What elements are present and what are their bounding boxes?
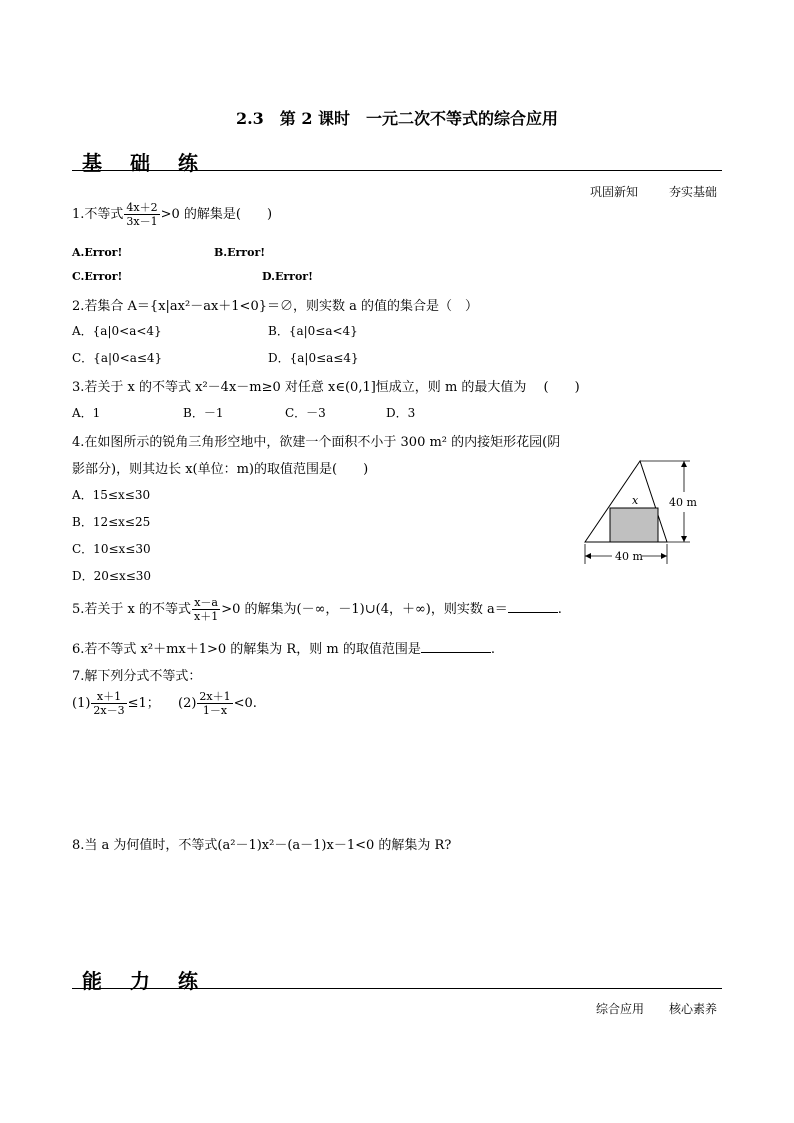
q7-part-1-numerator: x＋1 — [91, 690, 126, 704]
section-tag-foundation: 夯实基础 — [669, 185, 718, 199]
q1-prefix: 1.不等式 — [72, 207, 124, 222]
q3-option-d: D．3 — [386, 406, 416, 420]
base-arrowhead-right — [661, 553, 667, 559]
q5-fraction-numerator: x－a — [192, 596, 220, 610]
section-divider-basic — [72, 170, 722, 171]
q3-option-a: A．1 — [72, 406, 101, 420]
q2-option-d: D．{a|0≤a≤4} — [268, 351, 359, 365]
inscribed-rectangle — [610, 508, 658, 542]
q7-part-1-fraction — [91, 690, 126, 717]
section-tag-consolidate: 巩固新知 — [590, 185, 639, 199]
q7-part-2-fraction — [197, 690, 232, 717]
q7-part-1-suffix: ≤1； — [127, 696, 160, 711]
q7-part-1-denominator: 2x－3 — [93, 704, 125, 717]
q6-answer-blank[interactable] — [421, 652, 491, 653]
q2-option-b: B．{a|0≤a<4} — [268, 324, 358, 338]
q5-suffix: >0 的解集为(－∞，－1)∪(4，＋∞)，则实数 a＝ — [221, 602, 508, 617]
question-8-stem: 8.当 a 为何值时，不等式(a²－1)x²－(a－1)x－1<0 的解集为 R? — [72, 838, 452, 853]
q1-fraction-numerator: 4x＋2 — [126, 201, 158, 214]
q7-part-1-label: (1) — [72, 696, 91, 711]
q6-text: 6.若不等式 x²＋mx＋1>0 的解集为 R，则 m 的取值范围是 — [72, 642, 421, 657]
question-2-stem: 2.若集合 A＝{x|ax²－ax＋1<0}＝∅，则实数 a 的值的集合是（ ） — [72, 299, 479, 314]
q2-option-c: C．{a|0<a≤4} — [72, 351, 163, 365]
q5-fraction — [192, 596, 220, 623]
q1-option-c: C.Error! — [72, 270, 123, 283]
question-4-line-2: 影部分)，则其边长 x(单位：m)的取值范围是( ) — [72, 462, 369, 477]
q5-answer-blank[interactable] — [508, 612, 558, 613]
question-1-stem — [72, 201, 272, 228]
q7-part-2-label: (2) — [178, 696, 197, 711]
q5-fraction-denominator: x＋1 — [194, 610, 219, 623]
q4-option-c: C．10≤x≤30 — [72, 542, 151, 556]
q7-part-2-numerator: 2x＋1 — [199, 690, 231, 703]
height-label: 40 m — [669, 496, 697, 509]
triangle-figure — [580, 452, 710, 570]
q1-suffix: >0 的解集是( ) — [160, 207, 273, 222]
height-arrowhead-down — [681, 536, 687, 542]
base-label: 40 m — [615, 550, 643, 563]
question-5-stem — [72, 596, 562, 623]
q1-option-d: D.Error! — [262, 270, 313, 283]
section-divider-ability — [72, 988, 722, 989]
q7-part-2-denominator: 1－x — [202, 704, 228, 717]
section-tag-application: 综合应用 — [596, 1002, 645, 1016]
q3-option-c: C．－3 — [285, 406, 326, 420]
question-7-stem: 7.解下列分式不等式： — [72, 669, 202, 684]
q4-option-b: B．12≤x≤25 — [72, 515, 151, 529]
q2-option-a: A．{a|0<a<4} — [72, 324, 162, 338]
q7-part-2-suffix: <0. — [233, 696, 257, 711]
question-3-stem: 3.若关于 x 的不等式 x²－4x－m≥0 对任意 x∈(0,1]恒成立，则 m 的最大值为 ( ) — [72, 380, 580, 395]
section-tag-core-literacy: 核心素养 — [669, 1002, 718, 1016]
section-heading-basic: 基础练 — [82, 151, 226, 175]
q1-option-a: A.Error! — [72, 246, 123, 259]
q4-option-a: A．15≤x≤30 — [72, 488, 151, 502]
side-x-label: x — [632, 494, 639, 507]
q5-prefix: 5.若关于 x 的不等式 — [72, 602, 191, 617]
q7-part-2 — [178, 690, 257, 717]
section-heading-ability: 能力练 — [82, 969, 226, 993]
q6-end: . — [490, 642, 495, 657]
q7-part-1 — [72, 690, 160, 717]
q3-option-b: B．－1 — [183, 406, 224, 420]
question-4-line-1: 4.在如图所示的锐角三角形空地中，欲建一个面积不小于 300 m² 的内接矩形花园(阴 — [72, 435, 561, 450]
page-title: 2.3 第 2 课时 一元二次不等式的综合应用 — [235, 109, 559, 128]
q1-option-b: B.Error! — [214, 246, 266, 259]
question-6-stem — [72, 638, 495, 657]
q1-fraction-denominator: 3x－1 — [126, 215, 158, 228]
base-arrowhead-left — [585, 553, 591, 559]
q5-end: . — [557, 602, 562, 617]
height-arrowhead-up — [681, 461, 687, 467]
q1-fraction — [124, 201, 159, 228]
q4-option-d: D．20≤x≤30 — [72, 569, 152, 583]
